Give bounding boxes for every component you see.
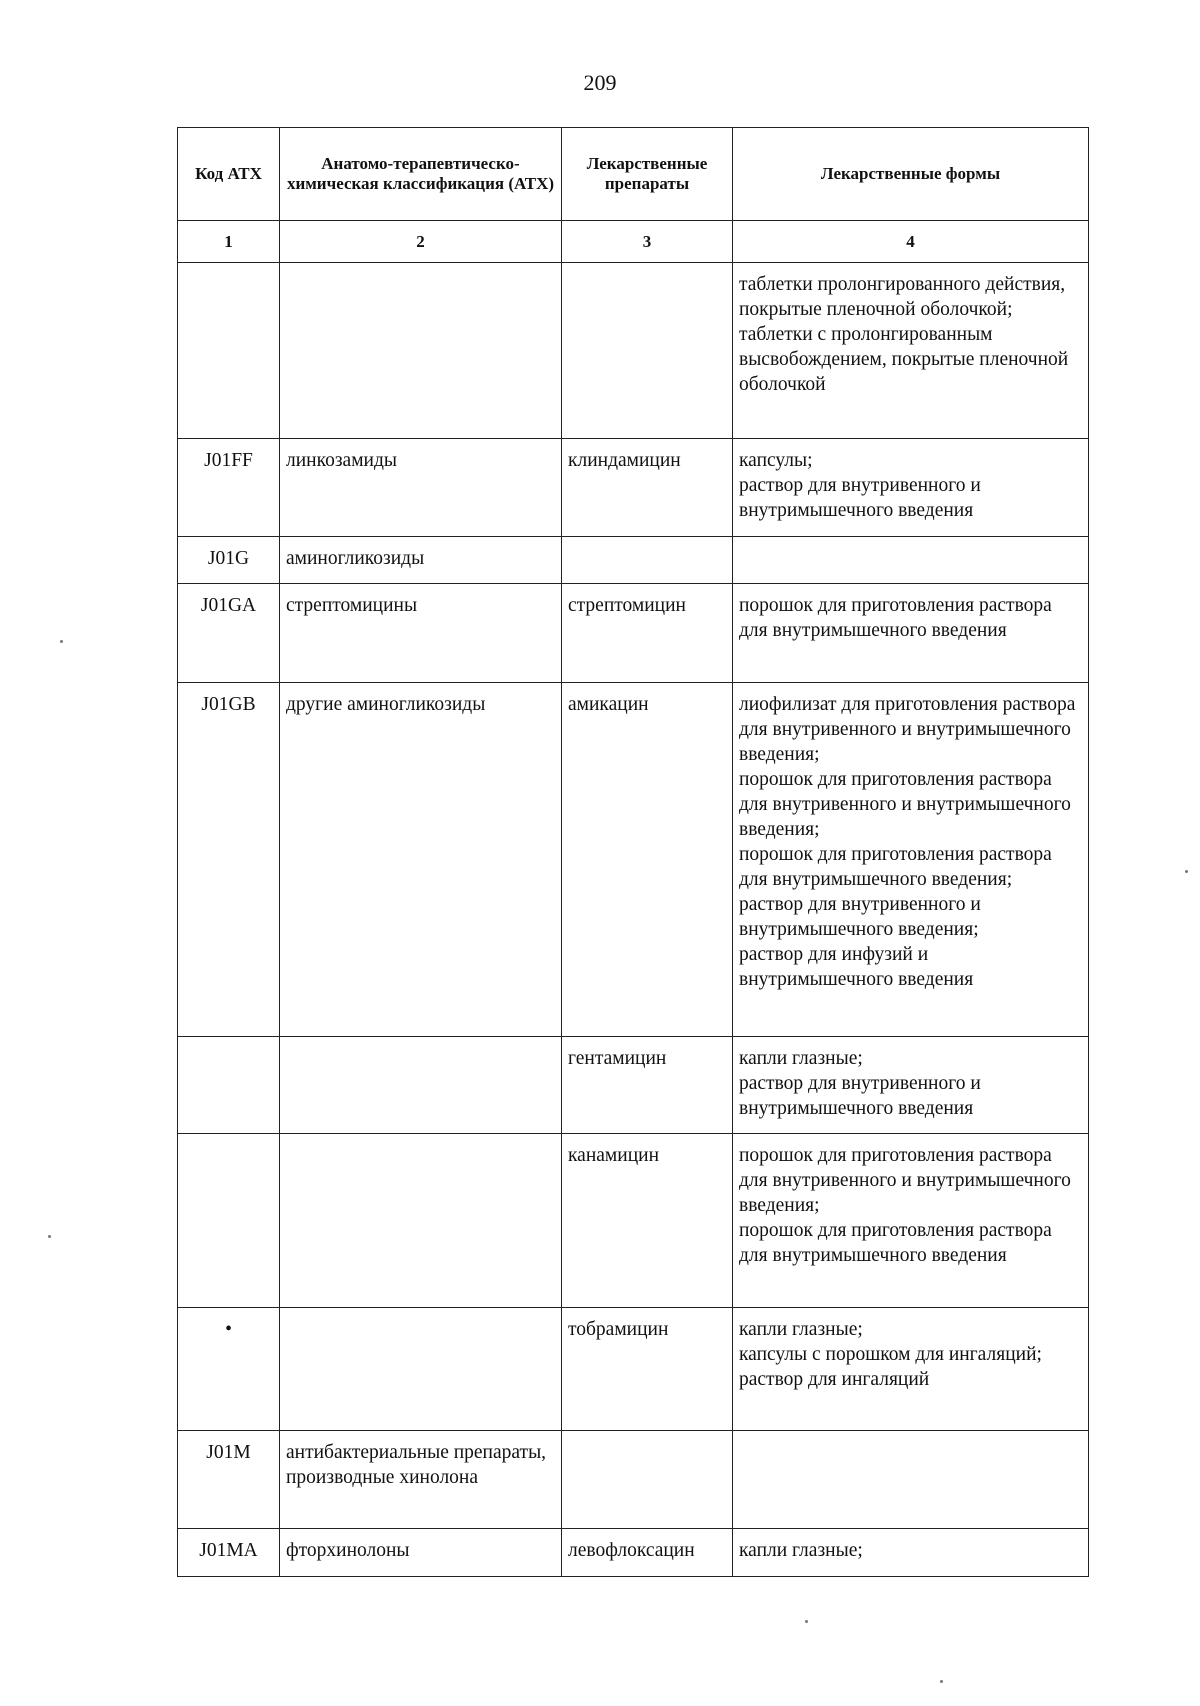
column-number: 3	[562, 221, 733, 263]
column-number: 4	[733, 221, 1089, 263]
atx-classification: линкозамиды	[280, 439, 562, 537]
atx-table	[177, 127, 1089, 1577]
atx-classification	[280, 1134, 562, 1308]
atx-classification: антибактериальные препараты, производные хинолона	[280, 1431, 562, 1529]
table-row	[178, 537, 1089, 584]
scan-speck	[805, 1620, 808, 1623]
column-number: 2	[280, 221, 562, 263]
table-row	[178, 439, 1089, 537]
atx-classification	[280, 263, 562, 439]
dosage-forms: лиофилизат для приготовления раствора для внутривенного и внутримышечного введения; порошок для приготовления раствора для внутривенного и внутримышечного введения; порошок для приготовления раствора для внутримышечного введения; раствор для внутривенного и внутримышечного введения; раствор для инфузий и внутримышечного введения	[733, 683, 1089, 1037]
table-row	[178, 1529, 1089, 1577]
scan-speck	[940, 1680, 943, 1683]
drug-name: канамицин	[562, 1134, 733, 1308]
table-row	[178, 263, 1089, 439]
header-code: Код АТХ	[178, 128, 280, 221]
atx-classification	[280, 1308, 562, 1431]
dosage-forms: капли глазные;	[733, 1529, 1089, 1577]
atx-classification: другие аминогликозиды	[280, 683, 562, 1037]
drug-name	[562, 263, 733, 439]
atx-code: J01M	[178, 1431, 280, 1529]
drug-name: тобрамицин	[562, 1308, 733, 1431]
atx-code	[178, 1037, 280, 1134]
drug-name: амикацин	[562, 683, 733, 1037]
drug-name: гентамицин	[562, 1037, 733, 1134]
atx-classification: аминогликозиды	[280, 537, 562, 584]
dosage-forms: капсулы; раствор для внутривенного и внутримышечного введения	[733, 439, 1089, 537]
atx-code: J01FF	[178, 439, 280, 537]
atx-code: J01G	[178, 537, 280, 584]
table-row	[178, 683, 1089, 1037]
atx-classification	[280, 1037, 562, 1134]
header-forms: Лекарственные формы	[733, 128, 1089, 221]
atx-classification: фторхинолоны	[280, 1529, 562, 1577]
drug-name	[562, 537, 733, 584]
atx-code: J01GB	[178, 683, 280, 1037]
table-row	[178, 1037, 1089, 1134]
dosage-forms: порошок для приготовления раствора для внутривенного и внутримышечного введения; порошок для приготовления раствора для внутримышечного введения	[733, 1134, 1089, 1308]
header-classification: Анатомо-терапевтическо-химическая классификация (АТХ)	[280, 128, 562, 221]
drug-name: стрептомицин	[562, 584, 733, 683]
page-number: 209	[583, 70, 617, 95]
dosage-forms: таблетки пролонгированного действия, покрытые пленочной оболочкой; таблетки с пролонгированным высвобождением, покрытые пленочной оболочкой	[733, 263, 1089, 439]
atx-code: J01MA	[178, 1529, 280, 1577]
atx-code	[178, 263, 280, 439]
dosage-forms	[733, 537, 1089, 584]
atx-code: •	[178, 1308, 280, 1431]
header-drugs: Лекарственные препараты	[562, 128, 733, 221]
dosage-forms	[733, 1431, 1089, 1529]
dosage-forms: капли глазные; раствор для внутривенного и внутримышечного введения	[733, 1037, 1089, 1134]
scan-speck	[1185, 870, 1188, 873]
header-row	[178, 128, 1089, 221]
scan-speck	[48, 1235, 51, 1238]
drug-name: клиндамицин	[562, 439, 733, 537]
column-number-row	[178, 221, 1089, 263]
atx-classification: стрептомицины	[280, 584, 562, 683]
column-number: 1	[178, 221, 280, 263]
atx-code	[178, 1134, 280, 1308]
dosage-forms: капли глазные; капсулы с порошком для ингаляций; раствор для ингаляций	[733, 1308, 1089, 1431]
table-row	[178, 1308, 1089, 1431]
scan-speck	[60, 640, 63, 643]
table-row	[178, 1431, 1089, 1529]
drug-name	[562, 1431, 733, 1529]
table-row	[178, 1134, 1089, 1308]
atx-code: J01GA	[178, 584, 280, 683]
drug-name: левофлоксацин	[562, 1529, 733, 1577]
table-row	[178, 584, 1089, 683]
dosage-forms: порошок для приготовления раствора для внутримышечного введения	[733, 584, 1089, 683]
